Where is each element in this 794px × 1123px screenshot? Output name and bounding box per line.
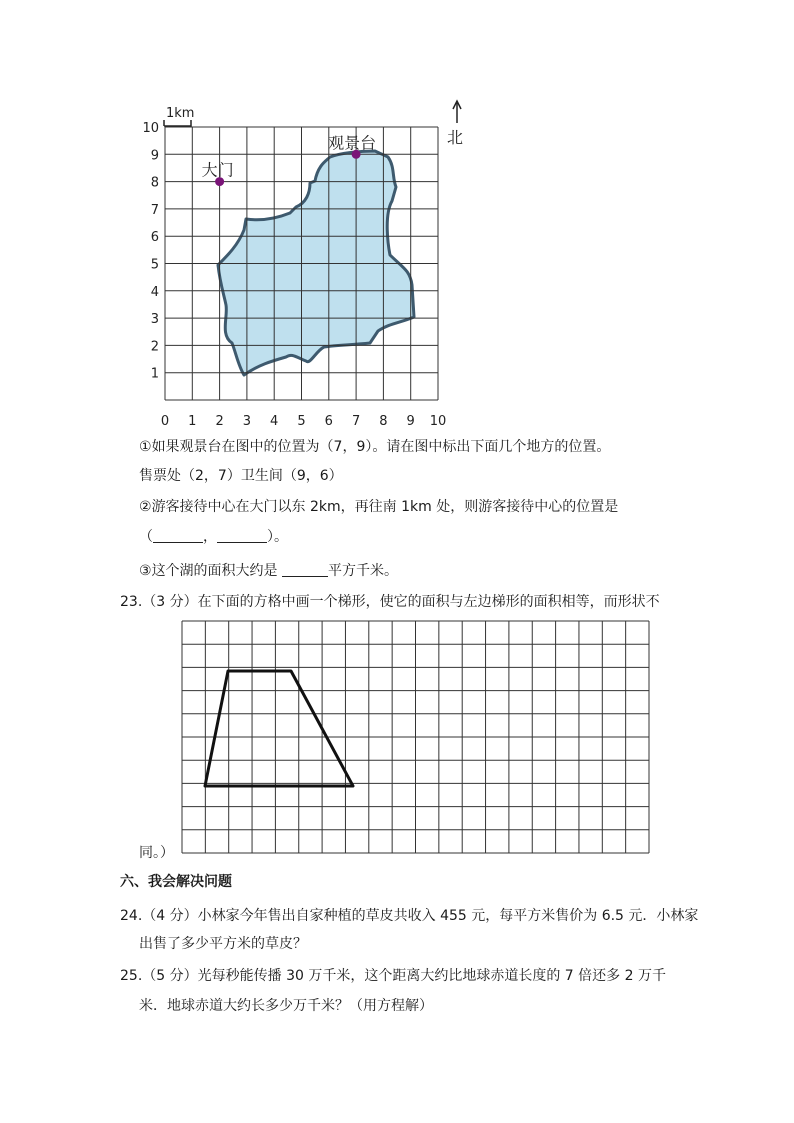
y-tick-label: 3: [150, 312, 159, 328]
given-trapezoid: [205, 671, 353, 786]
y-tick-label: 4: [150, 284, 159, 300]
drawing-grid: [182, 621, 649, 853]
y-tick-label: 2: [150, 339, 159, 355]
viewing-platform-label: 观景台: [328, 133, 377, 153]
q23-text: 23.（3 分）在下面的方格中画一个梯形，使它的面积与左边梯形的面积相等，而形状不: [120, 594, 660, 610]
x-tick-label: 8: [379, 414, 388, 429]
q22-part2-text: 游客接待中心在大门以东 2km，再往南 1km 处，则游客接待中心的位置是: [151, 499, 619, 515]
x-tick-label: 7: [351, 414, 361, 429]
y-tick-label: 10: [142, 121, 159, 136]
section-title: 六、我会解决问题: [120, 874, 232, 890]
x-tick-label: 1: [188, 414, 197, 429]
x-tick-label: 2: [215, 414, 224, 429]
north-arrow-icon: [453, 101, 461, 123]
q24-line1: 24.（4 分）小林家今年售出自家种植的草皮共收入 455 元，每平方米售价为 6.5 元．小林家: [120, 908, 699, 924]
q23-trapezoid-grid: [181, 620, 651, 856]
q25-line1: 25.（5 分）光每秒能传播 30 万千米，这个距离大约比地球赤道长度的 7 倍还多 2 万千: [120, 968, 666, 984]
q24-line2: 出售了多少平方米的草皮？: [139, 936, 307, 952]
map-figure: [120, 95, 490, 430]
q23-text-end: 同。）: [139, 845, 174, 861]
x-tick-label: 9: [406, 414, 415, 429]
x-tick-label: 0: [160, 414, 170, 429]
q22-part3-number: ③: [139, 563, 152, 579]
x-tick-label: 4: [270, 414, 279, 429]
y-tick-label: 8: [150, 175, 159, 191]
x-tick-label: 5: [297, 414, 306, 429]
x-tick-label: 6: [324, 414, 333, 429]
y-tick-label: 9: [150, 148, 159, 164]
answer-blank-x[interactable]: [153, 528, 203, 543]
q22-part1-number: ①: [139, 439, 152, 455]
q22-part2: [139, 497, 618, 517]
q22-part3-text: 这个湖的面积大约是: [151, 563, 278, 579]
answer-blank-y[interactable]: [217, 528, 267, 543]
north-label: 北: [447, 128, 464, 147]
q22-part2-number: ②: [139, 499, 152, 515]
q22-part1: [139, 437, 610, 457]
scale-label: 1km: [166, 106, 195, 121]
x-tick-label: 3: [242, 414, 252, 429]
y-tick-label: 6: [150, 230, 159, 246]
y-tick-label: 7: [150, 202, 159, 218]
answer-blank-area[interactable]: [282, 562, 328, 577]
x-tick-label: 10: [429, 414, 447, 429]
y-axis-ticks: [142, 121, 159, 382]
y-tick-label: 5: [150, 257, 159, 273]
q22-part2-answer: （ ， ）。: [139, 529, 288, 545]
x-axis-ticks: [161, 414, 446, 429]
y-tick-label: 1: [150, 366, 159, 382]
q25-line2: 米．地球赤道大约长多少万千米？（用方程解）: [139, 998, 433, 1014]
q22-part3: ③这个湖的面积大约是 平方千米。: [139, 563, 399, 579]
gate-label: 大门: [201, 160, 234, 180]
q22-part1-text: 如果观景台在图中的位置为（7，9）。请在图中标出下面几个地方的位置。: [151, 439, 611, 455]
q22-part1-points: 售票处（2，7）卫生间（9，6）: [139, 468, 343, 484]
